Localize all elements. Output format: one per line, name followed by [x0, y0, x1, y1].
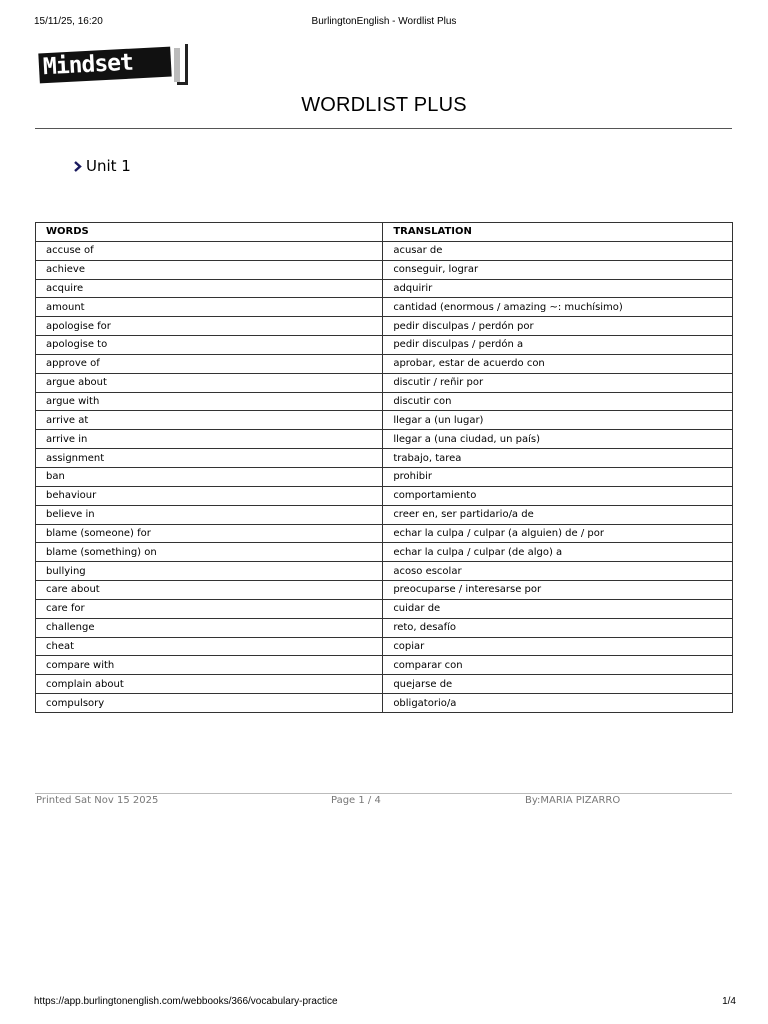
word-cell: arrive in — [36, 430, 383, 449]
table-row — [36, 449, 733, 468]
word-cell: argue with — [36, 392, 383, 411]
table-row — [36, 241, 733, 260]
word-cell: care about — [36, 581, 383, 600]
word-cell: care for — [36, 599, 383, 618]
table-row — [36, 637, 733, 656]
table-row — [36, 505, 733, 524]
word-cell: amount — [36, 298, 383, 317]
logo-box — [38, 47, 171, 84]
translation-cell: acusar de — [383, 241, 733, 260]
translation-cell: prohibir — [383, 467, 733, 486]
word-cell: bullying — [36, 562, 383, 581]
wordlist-body — [36, 241, 733, 712]
translation-cell: adquirir — [383, 279, 733, 298]
word-cell: behaviour — [36, 486, 383, 505]
print-page-count: 1/4 — [722, 996, 736, 1007]
word-cell: complain about — [36, 675, 383, 694]
table-row — [36, 581, 733, 600]
word-cell: cheat — [36, 637, 383, 656]
word-cell: achieve — [36, 260, 383, 279]
column-header-translation: TRANSLATION — [383, 223, 733, 242]
translation-cell: copiar — [383, 637, 733, 656]
word-cell: acquire — [36, 279, 383, 298]
chevron-right-icon — [72, 159, 84, 173]
table-row — [36, 279, 733, 298]
table-row — [36, 694, 733, 713]
print-url: https://app.burlingtonenglish.com/webbooks/366/vocabulary-practice — [34, 996, 338, 1007]
table-row — [36, 467, 733, 486]
word-cell: arrive at — [36, 411, 383, 430]
unit-label: Unit 1 — [86, 157, 131, 175]
word-cell: compulsory — [36, 694, 383, 713]
translation-cell: trabajo, tarea — [383, 449, 733, 468]
table-row — [36, 675, 733, 694]
table-row — [36, 373, 733, 392]
word-cell: ban — [36, 467, 383, 486]
translation-cell: discutir con — [383, 392, 733, 411]
print-title: BurlingtonEnglish - Wordlist Plus — [311, 16, 457, 27]
translation-cell: discutir / reñir por — [383, 373, 733, 392]
translation-cell: creer en, ser partidario/a de — [383, 505, 733, 524]
table-row — [36, 411, 733, 430]
print-header — [0, 16, 768, 30]
word-cell: accuse of — [36, 241, 383, 260]
wordlist-table — [35, 222, 733, 713]
translation-cell: reto, desafío — [383, 618, 733, 637]
printed-date: Printed Sat Nov 15 2025 — [36, 795, 159, 806]
table-row — [36, 317, 733, 336]
translation-cell: cuidar de — [383, 599, 733, 618]
table-row — [36, 486, 733, 505]
page-number: Page 1 / 4 — [331, 795, 381, 806]
translation-cell: llegar a (un lugar) — [383, 411, 733, 430]
word-cell: blame (something) on — [36, 543, 383, 562]
table-row — [36, 392, 733, 411]
author: By:MARIA PIZARRO — [525, 795, 621, 806]
table-row — [36, 298, 733, 317]
translation-cell: pedir disculpas / perdón a — [383, 336, 733, 355]
page-title: WORDLIST PLUS — [301, 94, 467, 116]
translation-cell: obligatorio/a — [383, 694, 733, 713]
translation-cell: comparar con — [383, 656, 733, 675]
title-divider — [35, 128, 732, 129]
translation-cell: echar la culpa / culpar (de algo) a — [383, 543, 733, 562]
table-row — [36, 524, 733, 543]
word-cell: apologise for — [36, 317, 383, 336]
translation-cell: conseguir, lograr — [383, 260, 733, 279]
footer-divider — [35, 793, 732, 794]
word-cell: apologise to — [36, 336, 383, 355]
logo-text: Mindset — [42, 49, 134, 81]
translation-cell: llegar a (una ciudad, un país) — [383, 430, 733, 449]
translation-cell: aprobar, estar de acuerdo con — [383, 354, 733, 373]
table-row — [36, 430, 733, 449]
translation-cell: acoso escolar — [383, 562, 733, 581]
translation-cell: comportamiento — [383, 486, 733, 505]
word-cell: challenge — [36, 618, 383, 637]
unit-heading[interactable] — [72, 156, 131, 176]
table-row — [36, 599, 733, 618]
translation-cell: preocuparse / interesarse por — [383, 581, 733, 600]
table-row — [36, 618, 733, 637]
table-row — [36, 336, 733, 355]
word-cell: compare with — [36, 656, 383, 675]
logo-bracket — [177, 44, 188, 85]
table-row — [36, 656, 733, 675]
word-cell: approve of — [36, 354, 383, 373]
print-footer — [0, 996, 768, 1010]
translation-cell: quejarse de — [383, 675, 733, 694]
table-row — [36, 543, 733, 562]
translation-cell: echar la culpa / culpar (a alguien) de / por — [383, 524, 733, 543]
table-row — [36, 354, 733, 373]
word-cell: blame (someone) for — [36, 524, 383, 543]
table-row — [36, 260, 733, 279]
column-header-words: WORDS — [36, 223, 383, 242]
mindset-logo — [36, 44, 188, 88]
word-cell: believe in — [36, 505, 383, 524]
print-datetime: 15/11/25, 16:20 — [34, 16, 103, 27]
table-row — [36, 562, 733, 581]
translation-cell: cantidad (enormous / amazing ~: muchísimo) — [383, 298, 733, 317]
word-cell: assignment — [36, 449, 383, 468]
table-header-row — [36, 223, 733, 242]
translation-cell: pedir disculpas / perdón por — [383, 317, 733, 336]
word-cell: argue about — [36, 373, 383, 392]
